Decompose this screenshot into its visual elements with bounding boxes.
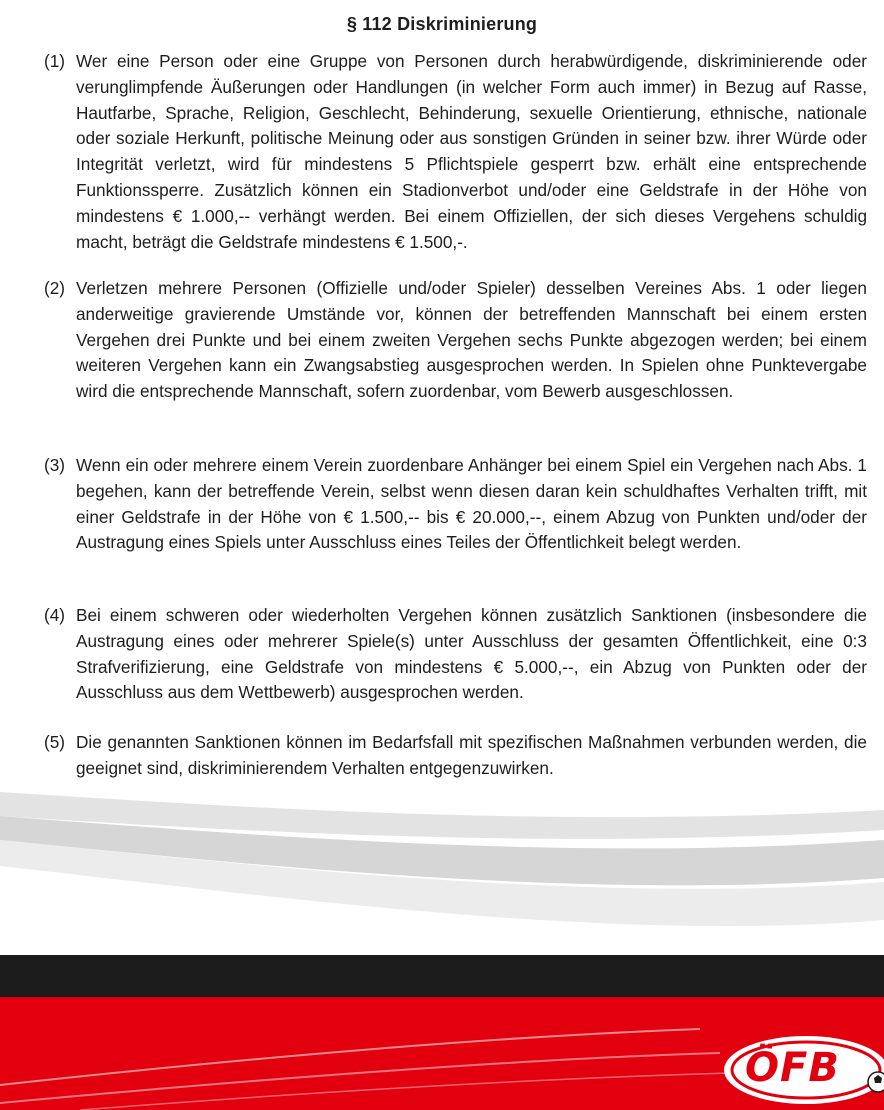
paragraph-number: (3) xyxy=(44,455,66,475)
paragraph-text: Wenn ein oder mehrere einem Verein zuordenbare Anhänger bei einem Spiel ein Vergehen nach Abs. 1 begehen, kann der betreffende Verein, selbst wenn diesen daran kein schuldhaftes Verhalten trifft, mit einer Geldstrafe in der Höhe von € 1.500,-- bis € 20.000,--, einem Abzug von Punkten und/oder der Austragung eines Spiels unter Ausschluss eines Teiles der Öffentlichkeit belegt werden. xyxy=(76,455,867,553)
paragraph-number: (4) xyxy=(44,605,66,625)
paragraph-1 xyxy=(44,49,867,255)
footer-black-band xyxy=(0,955,884,997)
paragraph-text: Verletzen mehrere Personen (Offizielle und/oder Spieler) desselben Vereines Abs. 1 oder liegen anderweitige gravierende Umstände vor, können der betreffenden Mannschaft bei einem ersten Vergehen drei Punkte und bei einem zweiten Vergehen sechs Punkte abgezogen werden; bei einem weiteren Vergehen kann ein Zwangsabstieg ausgesprochen werden. In Spielen ohne Punktevergabe wird die entsprechende Mannschaft, sofern zuordenbar, vom Bewerb ausgeschlossen. xyxy=(76,278,867,402)
paragraph-text: Bei einem schweren oder wiederholten Vergehen können zusätzlich Sanktionen (insbesondere die Austragung eines oder mehrerer Spiele(s) unter Ausschluss der gesamten Öffentlichkeit, eine 0:3 Strafverifizierung, eine Geldstrafe von mindestens € 5.000,--, ein Abzug von Punkten oder der Ausschluss aus dem Wettbewerb) ausgesprochen werden. xyxy=(76,605,867,703)
paragraph-2 xyxy=(44,276,867,405)
oefb-logo-text: ÖFB xyxy=(745,1045,840,1091)
paragraph-text: Die genannten Sanktionen können im Bedarfsfall mit spezifischen Maßnahmen verbunden werden, die geeignet sind, diskriminierendem Verhalten entgegenzuwirken. xyxy=(76,732,867,778)
paragraph-3 xyxy=(44,453,867,556)
paragraph-number: (5) xyxy=(44,732,66,752)
paragraph-number: (2) xyxy=(44,278,66,298)
paragraph-number: (1) xyxy=(44,51,66,71)
paragraph-text: Wer eine Person oder eine Gruppe von Personen durch herabwürdigende, diskriminierende oder verunglimpfende Äußerungen oder Handlungen (in welcher Form auch immer) in Bezug auf Rasse, Hautfarbe, Sprache, Religion, Geschlecht, Behinderung, sexuelle Orientierung, ethnische, nationale oder soziale Herkunft, politische Meinung oder aus sonstigen Gründen in seiner bzw. ihrer Würde oder Integrität verletzt, wird für mindestens 5 Pflichtspiele gesperrt bzw. erhält eine entsprechende Funktionssperre. Zusätzlich können ein Stadionverbot und/oder eine Geldstrafe in der Höhe von mindestens € 1.000,-- verhängt werden. Bei einem Offiziellen, der sich dieses Vergehens schuldig macht, beträgt die Geldstrafe mindestens € 1.500,-. xyxy=(76,51,867,252)
section-title: § 112 Diskriminierung xyxy=(346,14,538,34)
decorative-swoosh xyxy=(0,770,884,960)
paragraph-4 xyxy=(44,603,867,706)
